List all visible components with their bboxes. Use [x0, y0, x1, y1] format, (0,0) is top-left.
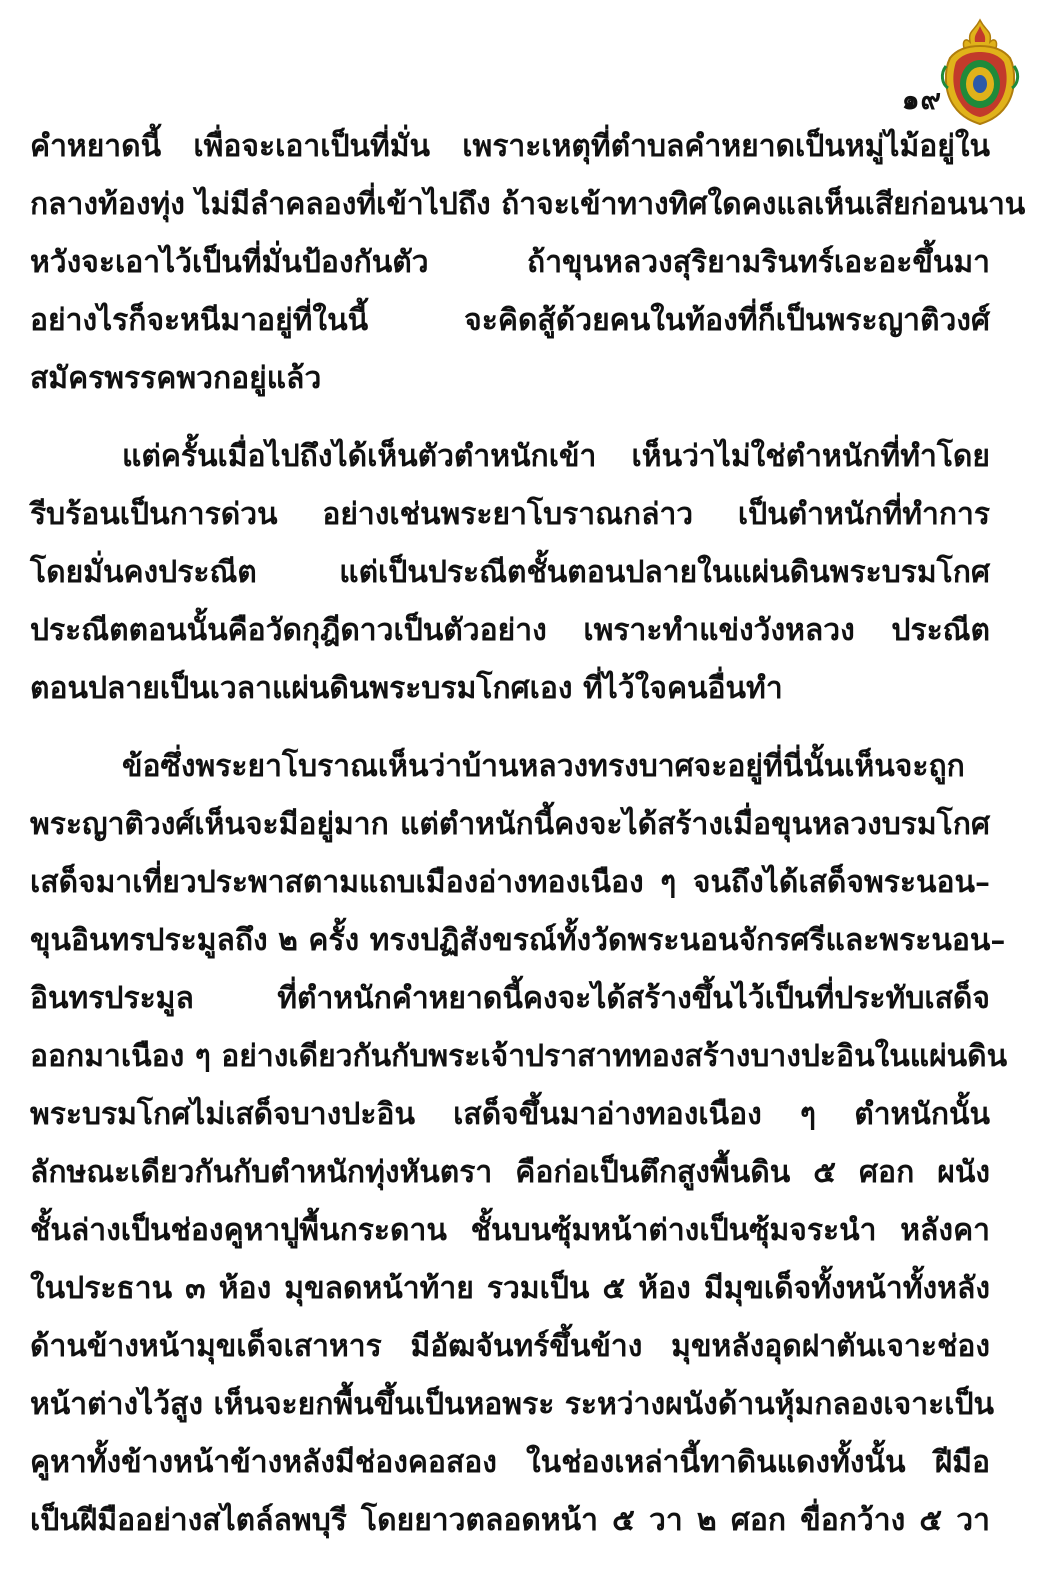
paragraph-spacer: [30, 408, 990, 428]
document-body: [30, 118, 1026, 1550]
text-line: เป็นฝีมืออย่างสไตล์ลพบุรี โดยยาวตลอดหน้า ๕ วา ๒ ศอก ขื่อกว้าง ๕ วา: [30, 1503, 990, 1538]
page-number: ๑๙: [901, 83, 942, 116]
text-line: ข้อซึ่งพระยาโบราณเห็นว่าบ้านหลวงทรงบาศจะอยู่ที่นี่นั้นเห็นจะถูก: [122, 749, 965, 784]
text-line: ประณีตตอนนั้นคือวัดกุฎีดาวเป็นตัวอย่าง เพราะทำแข่งวังหลวง ประณีต: [30, 613, 990, 648]
text-line: คูหาทั้งข้างหน้าข้างหลังมีช่องคอสอง ในช่องเหล่านี้ทาดินแดงทั้งนั้น ฝีมือ: [30, 1445, 990, 1480]
text-line: เสด็จมาเที่ยวประพาสตามแถบเมืองอ่างทองเนือง ๆ จนถึงได้เสด็จพระนอน–: [30, 865, 990, 900]
text-line: ชั้นล่างเป็นช่องคูหาปูพื้นกระดาน ชั้นบนซุ้มหน้าต่างเป็นซุ้มจระนำ หลังคา: [30, 1213, 990, 1248]
paragraph-1: [30, 118, 1026, 408]
paragraph-3: [30, 738, 1008, 1550]
text-line: ตอนปลายเป็นเวลาแผ่นดินพระบรมโกศเอง ที่ไว้ใจคนอื่นทำ: [30, 671, 783, 706]
text-line: สมัครพรรคพวกอยู่แล้ว: [30, 361, 322, 396]
text-line: ด้านข้างหน้ามุขเด็จเสาหาร มีอัฒจันทร์ขึ้นข้าง มุขหลังอุดฝาตันเจาะช่อง: [30, 1329, 990, 1364]
text-line: อย่างไรก็จะหนีมาอยู่ที่ในนี้ จะคิดสู้ด้วยคนในท้องที่ก็เป็นพระญาติวงศ์: [30, 303, 990, 338]
text-line: กลางท้องทุ่ง ไม่มีลำคลองที่เข้าไปถึง ถ้าจะเข้าทางทิศใดคงแลเห็นเสียก่อนนาน: [30, 187, 1026, 222]
text-line: อินทรประมูล ที่ตำหนักคำหยาดนี้คงจะได้สร้างขึ้นไว้เป็นที่ประทับเสด็จ: [30, 981, 990, 1016]
text-line: ลักษณะเดียวกันกับตำหนักทุ่งหันตรา คือก่อเป็นตึกสูงพื้นดิน ๕ ศอก ผนัง: [30, 1155, 990, 1190]
text-line: แต่ครั้นเมื่อไปถึงได้เห็นตัวตำหนักเข้า เห็นว่าไม่ใช่ตำหนักที่ทำโดย: [122, 439, 990, 474]
paragraph-2: [30, 428, 990, 718]
text-line: โดยมั่นคงประณีต แต่เป็นประณีตชั้นตอนปลายในแผ่นดินพระบรมโกศ: [30, 555, 990, 590]
text-line: หวังจะเอาไว้เป็นที่มั่นป้องกันตัว ถ้าขุนหลวงสุริยามรินทร์เอะอะขึ้นมา: [30, 245, 990, 280]
text-line: ออกมาเนือง ๆ อย่างเดียวกันกับพระเจ้าปราสาททองสร้างบางปะอินในแผ่นดิน: [30, 1039, 1008, 1074]
text-line: พระญาติวงศ์เห็นจะมีอยู่มาก แต่ตำหนักนี้คงจะได้สร้างเมื่อขุนหลวงบรมโกศ: [30, 807, 990, 842]
text-line: ในประธาน ๓ ห้อง มุขลดหน้าท้าย รวมเป็น ๕ ห้อง มีมุขเด็จทั้งหน้าทั้งหลัง: [30, 1271, 990, 1306]
paragraph-spacer: [30, 718, 990, 738]
text-line: คำหยาดนี้ เพื่อจะเอาเป็นที่มั่น เพราะเหตุที่ตำบลคำหยาดเป็นหมู่ไม้อยู่ใน: [30, 129, 990, 164]
text-line: รีบร้อนเป็นการด่วน อย่างเช่นพระยาโบราณกล่าว เป็นตำหนักที่ทำการ: [30, 497, 990, 532]
text-line: ขุนอินทรประมูลถึง ๒ ครั้ง ทรงปฏิสังขรณ์ทั้งวัดพระนอนจักรศรีและพระนอน–: [30, 923, 1006, 958]
royal-emblem-icon: [938, 18, 1022, 126]
text-line: พระบรมโกศไม่เสด็จบางปะอิน เสด็จขึ้นมาอ่างทองเนือง ๆ ตำหนักนั้น: [30, 1097, 990, 1132]
text-line: หน้าต่างไว้สูง เห็นจะยกพื้นขึ้นเป็นหอพระ ระหว่างผนังด้านหุ้มกลองเจาะเป็น: [30, 1387, 995, 1422]
